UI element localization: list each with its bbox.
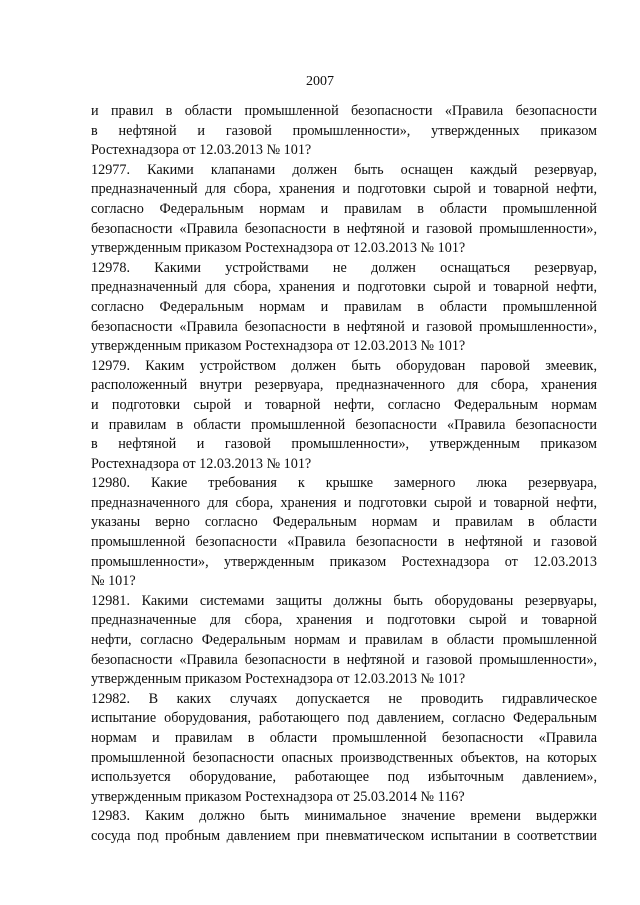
text-line: нефти, согласно Федеральным нормам и правилам в области промышленной xyxy=(91,632,597,649)
question-12983 xyxy=(91,807,597,846)
text-line: № 101? xyxy=(91,573,136,590)
text-line: утвержденным приказом Ростехнадзора от 25.03.2014 № 116? xyxy=(91,788,465,805)
document-body xyxy=(91,102,597,847)
text-line: испытание оборудования, работающего под давлением, согласно Федеральным xyxy=(91,710,597,727)
question-12979 xyxy=(91,357,597,475)
text-line: 12977. Какими клапанами должен быть оснащен каждый резервуар, xyxy=(91,161,597,178)
text-line: предназначенного для сбора, хранения и подготовки сырой и товарной нефти, xyxy=(91,494,597,511)
text-line: безопасности «Правила безопасности в нефтяной и газовой промышленности», xyxy=(91,318,597,335)
text-line: предназначенный для сбора, хранения и подготовки сырой и товарной нефти, xyxy=(91,181,597,198)
text-line: утвержденным приказом Ростехнадзора от 12.03.2013 № 101? xyxy=(91,240,466,257)
text-line: сосуда под пробным давлением при пневматическом испытании в соответствии xyxy=(91,827,597,844)
text-line: в нефтяной и газовой промышленности», утвержденных приказом xyxy=(91,122,597,139)
question-12978 xyxy=(91,259,597,357)
text-line: безопасности «Правила безопасности в нефтяной и газовой промышленности», xyxy=(91,651,597,668)
text-line: промышленной безопасности опасных производственных объектов, на которых xyxy=(91,749,597,766)
text-line: промышленности», утвержденным приказом Ростехнадзора от 12.03.2013 xyxy=(91,553,597,570)
question-12981 xyxy=(91,592,597,690)
text-line: используется оборудование, работающее под избыточным давлением», xyxy=(91,769,597,786)
text-line: и правилам в области промышленной безопасности «Правила безопасности xyxy=(91,416,597,433)
text-line: согласно Федеральным нормам и правилам в области промышленной xyxy=(91,298,597,315)
text-line: промышленной безопасности «Правила безопасности в нефтяной и газовой xyxy=(91,534,597,551)
question-12982 xyxy=(91,690,597,808)
text-line: 12979. Каким устройством должен быть оборудован паровой змеевик, xyxy=(91,357,597,374)
text-line: утвержденным приказом Ростехнадзора от 12.03.2013 № 101? xyxy=(91,671,466,688)
text-line: в нефтяной и газовой промышленности», утвержденным приказом xyxy=(91,436,597,453)
text-line: указаны верно согласно Федеральным нормам и правилам в области xyxy=(91,514,597,531)
text-line: 12982. В каких случаях допускается не проводить гидравлическое xyxy=(91,690,597,707)
text-line: предназначенные для сбора, хранения и подготовки сырой и товарной xyxy=(91,612,597,629)
text-line: 12978. Какими устройствами не должен оснащаться резервуар, xyxy=(91,259,597,276)
text-line: безопасности «Правила безопасности в нефтяной и газовой промышленности», xyxy=(91,220,597,237)
text-line: 12980. Какие требования к крышке замерного люка резервуара, xyxy=(91,475,597,492)
text-line: Ростехнадзора от 12.03.2013 № 101? xyxy=(91,142,312,159)
question-12980 xyxy=(91,474,597,592)
text-line: согласно Федеральным нормам и правилам в области промышленной xyxy=(91,200,597,217)
text-line: 12981. Какими системами защиты должны быть оборудованы резервуары, xyxy=(91,592,597,609)
text-line: нормам и правилам в области промышленной безопасности «Правила xyxy=(91,730,597,746)
text-line: и подготовки сырой и товарной нефти, согласно Федеральным нормам xyxy=(91,396,597,413)
text-line: предназначенный для сбора, хранения и подготовки сырой и товарной нефти, xyxy=(91,279,597,296)
text-line: утвержденным приказом Ростехнадзора от 12.03.2013 № 101? xyxy=(91,338,466,355)
question-continued xyxy=(91,102,597,161)
page-number: 2007 xyxy=(306,74,334,89)
text-line: 12983. Каким должно быть минимальное значение времени выдержки xyxy=(91,808,597,825)
question-12977 xyxy=(91,161,597,259)
text-line: расположенный внутри резервуара, предназначенного для сбора, хранения xyxy=(91,377,597,394)
text-line: и правил в области промышленной безопасности «Правила безопасности xyxy=(91,103,597,119)
text-line: Ростехнадзора от 12.03.2013 № 101? xyxy=(91,455,312,472)
